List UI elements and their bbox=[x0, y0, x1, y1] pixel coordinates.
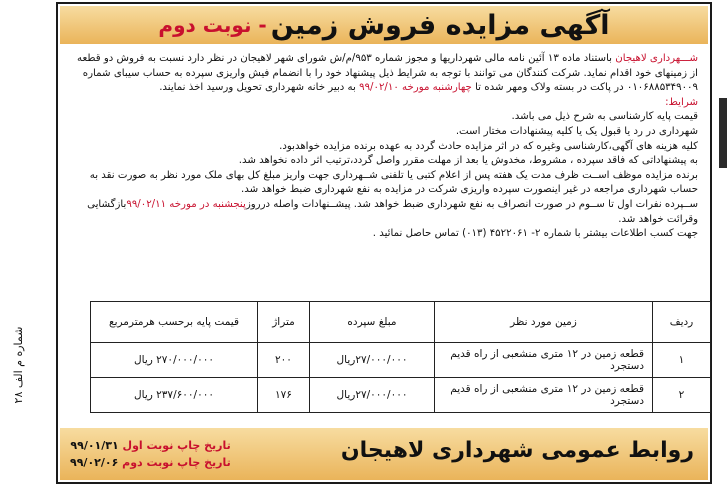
intro-paragraph bbox=[70, 52, 698, 96]
print-date-second-label: تاریخ چاپ نوبت دوم bbox=[118, 456, 231, 469]
print-date-second-value: ۹۹/۰۲/۰۶ bbox=[70, 456, 119, 469]
footer-banner bbox=[60, 428, 708, 480]
print-date-first-value: ۹۹/۰۱/۳۱ bbox=[70, 439, 119, 452]
deposit-amount: ۲۷/۰۰۰/۰۰۰ریال bbox=[310, 343, 435, 378]
opening-date: پنجشنبه در مورخه ۹۹/۰۲/۱۱ bbox=[126, 198, 246, 210]
intro-text-2: به دبیر خانه شهرداری تحویل ورسید اخذ نمایند. bbox=[159, 82, 360, 94]
submission-deadline: چهارشنبه مورخه ۹۹/۰۲/۱۰ bbox=[359, 82, 472, 94]
ad-body bbox=[70, 52, 698, 242]
condition-item: کلیه هزینه های آگهی،کارشناسی وغیره که در اثر مزایده حادث گردد به عهده برنده مزایده خواهدبود. bbox=[279, 140, 698, 152]
condition-item bbox=[70, 198, 698, 227]
advertisement-frame bbox=[56, 2, 712, 484]
base-price: ۲۷۰/۰۰۰/۰۰۰ ریال bbox=[91, 343, 258, 378]
deposit-amount: ۲۷/۰۰۰/۰۰۰ریال bbox=[310, 378, 435, 413]
area-size: ۲۰۰ bbox=[258, 343, 310, 378]
column-header: مبلغ سپرده bbox=[310, 302, 435, 343]
table-header-row bbox=[91, 302, 711, 343]
base-price: ۲۳۷/۶۰۰/۰۰۰ ریال bbox=[91, 378, 258, 413]
ad-subtitle: - نوبت دوم bbox=[158, 13, 267, 37]
condition-item: شهرداری در رد یا قبول یک یا کلیه پیشنهادات مختار است. bbox=[455, 125, 698, 137]
column-header: ردیف bbox=[653, 302, 711, 343]
column-header: زمین مورد نظر bbox=[435, 302, 653, 343]
contact-info: جهت کسب اطلاعات بیشتر با شماره ۲- ۴۵۲۲۰۶۱ (۰۱۳) تماس حاصل نمائید . bbox=[372, 228, 698, 240]
land-description: قطعه زمین در ۱۲ متری منشعبی از راه قدیم دستجرد bbox=[435, 343, 653, 378]
print-date-first bbox=[70, 437, 231, 454]
condition-item: به پیشنهاداتی که فاقد سپرده ، مشروط، مخدوش یا بعد از مهلت مقرر واصل گردد،ترتیب اثر داده نخواهد شد. bbox=[238, 155, 698, 167]
print-dates bbox=[70, 437, 231, 471]
land-table bbox=[90, 301, 711, 413]
table-row bbox=[91, 378, 711, 413]
footer-org: روابط عمومی شهرداری لاهیجان bbox=[340, 438, 694, 463]
opening-text-1: ســپرده نفرات اول تا ســوم در صورت انصراف به نفع شهرداری ضبط خواهد شد. پیشــنهادات واصله درروز bbox=[245, 198, 698, 210]
title-banner bbox=[60, 6, 708, 44]
page-edge-mark bbox=[719, 98, 727, 168]
print-date-second bbox=[70, 454, 231, 471]
ad-title: آگهی مزایده فروش زمین bbox=[270, 9, 610, 41]
intro-text-1: باستناد ماده ۱۳ آئین نامه مالی شهرداریها و مجوز شماره ۹۵۳/م/ش شورای شهر لاهیجان در نظر دارد نسبت به فروش دو قطعه از زمینهای خود اقدام نماید. شرکت کنندگان می توانند با توجه به شرایط ذیل پیشنهاد خود را با انضمام فیش واریزی سپرده به حساب سیبای شماره ۰۱۰۶۸۸۵۳۴۹۰۰۹ در پاکت در بسته ولاک ومهر شده تا bbox=[77, 53, 698, 94]
area-size: ۱۷۶ bbox=[258, 378, 310, 413]
table-row bbox=[91, 343, 711, 378]
column-header: قیمت پایه برحسب هرمترمربع bbox=[91, 302, 258, 343]
condition-item: قیمت پایه کارشناسی به شرح ذیل می باشد. bbox=[511, 111, 698, 123]
print-date-first-label: تاریخ چاپ نوبت اول bbox=[118, 439, 231, 452]
opening-text-2: بازگشایی وقرائت خواهد شد. bbox=[87, 198, 698, 225]
conditions-title: شرایط: bbox=[665, 96, 698, 108]
column-header: متراژ bbox=[258, 302, 310, 343]
land-description: قطعه زمین در ۱۲ متری منشعبی از راه قدیم دستجرد bbox=[435, 378, 653, 413]
ad-reference-code: شماره م الف ۲۸ bbox=[12, 326, 25, 404]
row-number: ۱ bbox=[653, 343, 711, 378]
org-name: شـــهرداری لاهیجان bbox=[615, 53, 698, 64]
condition-item: برنده مزایده موظف اســت ظرف مدت یک هفته پس از اعلام کتبی یا تلفنی شــهرداری جهت واریز مبلغ کل بهای ملک مورد نظر به صورت نقد به حساب شهرداری مراجعه در غیر اینصورت سپرده واریزی شرکت در مزایده به نفع شهرداری ضبط خواهد شد. bbox=[89, 169, 698, 196]
row-number: ۲ bbox=[653, 378, 711, 413]
